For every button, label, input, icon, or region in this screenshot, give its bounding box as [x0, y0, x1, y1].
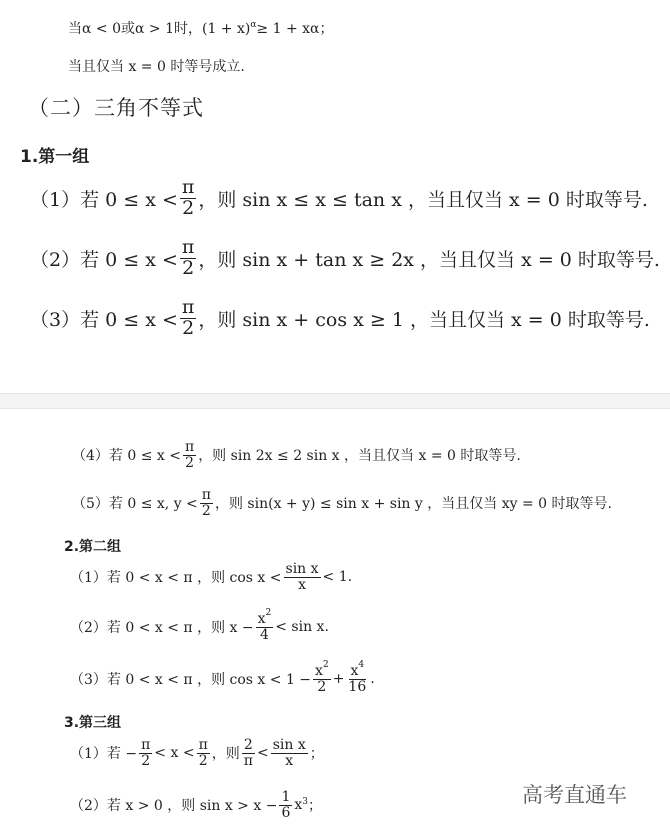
group3-item-1: （1）若 − $\frac{\pi}{2}$ < x < $\frac{\pi}{2}$ ，则 $\frac{2}{\pi}$ < $\frac{\text{sin x}}{x}$ ；	[70, 737, 324, 769]
section-title: （二）三角不等式	[28, 96, 204, 120]
intro-line-2: 当且仅当 x = 0 时等号成立.	[68, 59, 245, 75]
fraction: $\frac{\pi}{2}$	[181, 176, 195, 219]
fraction: $\frac{1}{6}$	[281, 789, 291, 821]
fraction: $\frac{\pi}{2}$	[201, 487, 211, 519]
fraction: $\frac{\text{sin x}}{x}$	[272, 737, 306, 769]
group3-title: 3.第三组	[64, 715, 122, 731]
fraction: $\frac{2}{\pi}$	[243, 737, 253, 769]
section-separator	[0, 393, 670, 409]
fraction: $\frac{x^4}{16}$	[348, 660, 367, 695]
group1-item-4: （4）若 0 ≤ x < $\frac{\pi}{2}$ ，则 sin 2x ≤ 2 sin x ，当且仅当 x = 0 时取等号.	[72, 439, 521, 471]
group1-item-5: （5）若 0 ≤ x, y < $\frac{\pi}{2}$ ，则 sin(x + y) ≤ sin x + sin y ，当且仅当 xy = 0 时取等号.	[72, 487, 612, 519]
watermark: 高考直通车	[522, 783, 627, 807]
group2-item-3: （3）若 0 < x < π ，则 cos x < 1 − $\frac{x^2}{2}$ + $\frac{x^4}{16}$ .	[70, 660, 375, 695]
group2-title: 2.第二组	[64, 539, 122, 555]
group1-item-1: （1）若 0 ≤ x < $\frac{\pi}{2}$ ，则 sin x ≤ x ≤ tan x ，当且仅当 x = 0 时取等号.	[30, 176, 648, 219]
fraction: $\frac{x^2}{4}$	[257, 608, 272, 643]
group1-item-2: （2）若 0 ≤ x < $\frac{\pi}{2}$ ，则 sin x + tan x ≥ 2x ，当且仅当 x = 0 时取等号.	[30, 236, 660, 279]
fraction: $\frac{x^2}{2}$	[315, 660, 329, 695]
fraction: $\frac{\text{sin x}}{x}$	[285, 561, 319, 593]
group2-item-2: （2）若 0 < x < π ，则 x − $\frac{x^2}{4}$ < sin x.	[70, 608, 329, 643]
fraction: $\frac{\pi}{2}$	[181, 236, 195, 279]
fraction: $\frac{\pi}{2}$	[184, 439, 195, 471]
fraction: $\frac{\pi}{2}$	[198, 737, 208, 769]
fraction: $\frac{\pi}{2}$	[181, 296, 195, 339]
intro-line-1: 当α < 0或α > 1时，(1 + x) α ≥ 1 + xα；	[68, 20, 334, 37]
fraction: $\frac{\pi}{2}$	[141, 737, 151, 769]
group3-item-2: （2）若 x > 0 ，则 sin x > x − $\frac{1}{6}$ x 3 ；	[70, 789, 322, 821]
group1-item-3: （3）若 0 ≤ x < $\frac{\pi}{2}$ ，则 sin x + cos x ≥ 1 ，当且仅当 x = 0 时取等号.	[30, 296, 650, 339]
group1-title: 1.第一组	[20, 147, 90, 167]
group2-item-1: （1）若 0 < x < π ，则 cos x < $\frac{\text{sin x}}{x}$ < 1.	[70, 561, 353, 593]
